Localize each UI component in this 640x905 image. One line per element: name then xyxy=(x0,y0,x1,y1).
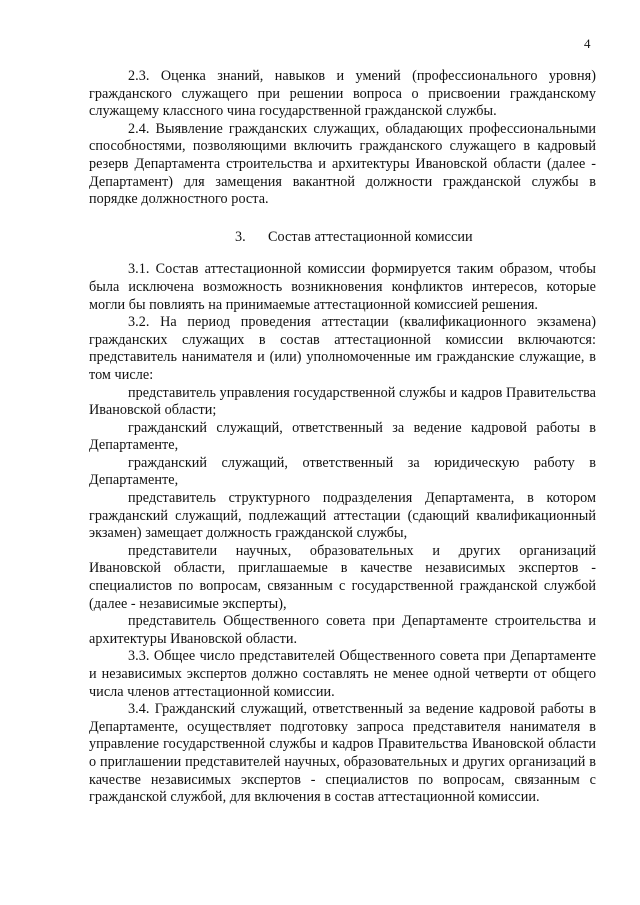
paragraph-2-4: 2.4. Выявление гражданских служащих, обладающих профессиональными способностями, позволяющими включить гражданского служащего в кадровый резерв Департамента строительства и архитектуры Ивановской области (далее - Департамент) для замещения вакантной должности гражданской службы в порядке должностного роста. xyxy=(89,120,596,208)
list-item-hr-officer: гражданский служащий, ответственный за ведение кадровой работы в Департаменте, xyxy=(89,419,596,454)
paragraph-3-3: 3.3. Общее число представителей Общественного совета при Департаменте и независимых экспертов должно составлять не менее одной четверти от общего числа членов аттестационной комиссии. xyxy=(89,648,596,700)
section-title: Состав аттестационной комиссии xyxy=(268,228,473,245)
section-heading xyxy=(89,229,596,247)
list-item-public-council: представитель Общественного совета при Департаменте строительства и архитектуры Ивановской области. xyxy=(89,613,596,647)
list-item-hr-department: представитель управления государственной службы и кадров Правительства Ивановской области; xyxy=(89,384,596,419)
paragraph-2-3: 2.3. Оценка знаний, навыков и умений (профессионального уровня) гражданского служащего при решении вопроса о присвоении гражданскому служащему классного чина государственной гражданской службы. xyxy=(89,68,596,120)
document-body xyxy=(89,68,596,807)
paragraph-3-2: 3.2. На период проведения аттестации (квалификационного экзамена) гражданских служащих в состав аттестационной комиссии включаются: представитель нанимателя и (или) уполномоченные им гражданские служащие, в том числе: xyxy=(89,314,596,383)
section-number: 3. xyxy=(235,228,246,245)
list-item-legal-officer: гражданский служащий, ответственный за юридическую работу в Департаменте, xyxy=(89,454,596,489)
list-item-independent-experts: представители научных, образовательных и других организаций Ивановской области, приглашаемые в качестве независимых экспертов - специалистов по вопросам, связанным с государственной гражданской службой (далее - независимые эксперты), xyxy=(89,542,596,612)
list-item-structural-unit: представитель структурного подразделения Департамента, в котором гражданский служащий, подлежащий аттестации (сдающий квалификационный экзамен) замещает должность гражданской службы, xyxy=(89,490,596,542)
paragraph-3-1: 3.1. Состав аттестационной комиссии формируется таким образом, чтобы была исключена возможность возникновения конфликтов интересов, которые могли бы повлиять на принимаемые аттестационной комиссией решения. xyxy=(89,261,596,313)
paragraph-3-4: 3.4. Гражданский служащий, ответственный за ведение кадровой работы в Департаменте, осуществляет подготовку запроса представителя нанимателя в управление государственной службы и кадров Правительства Ивановской области о приглашении представителей научных, образовательных и других организаций в качестве независимых экспертов - специалистов по вопросам, связанным с гражданской службой, для включения в состав аттестационной комиссии. xyxy=(89,701,596,806)
page-number: 4 xyxy=(584,36,591,51)
